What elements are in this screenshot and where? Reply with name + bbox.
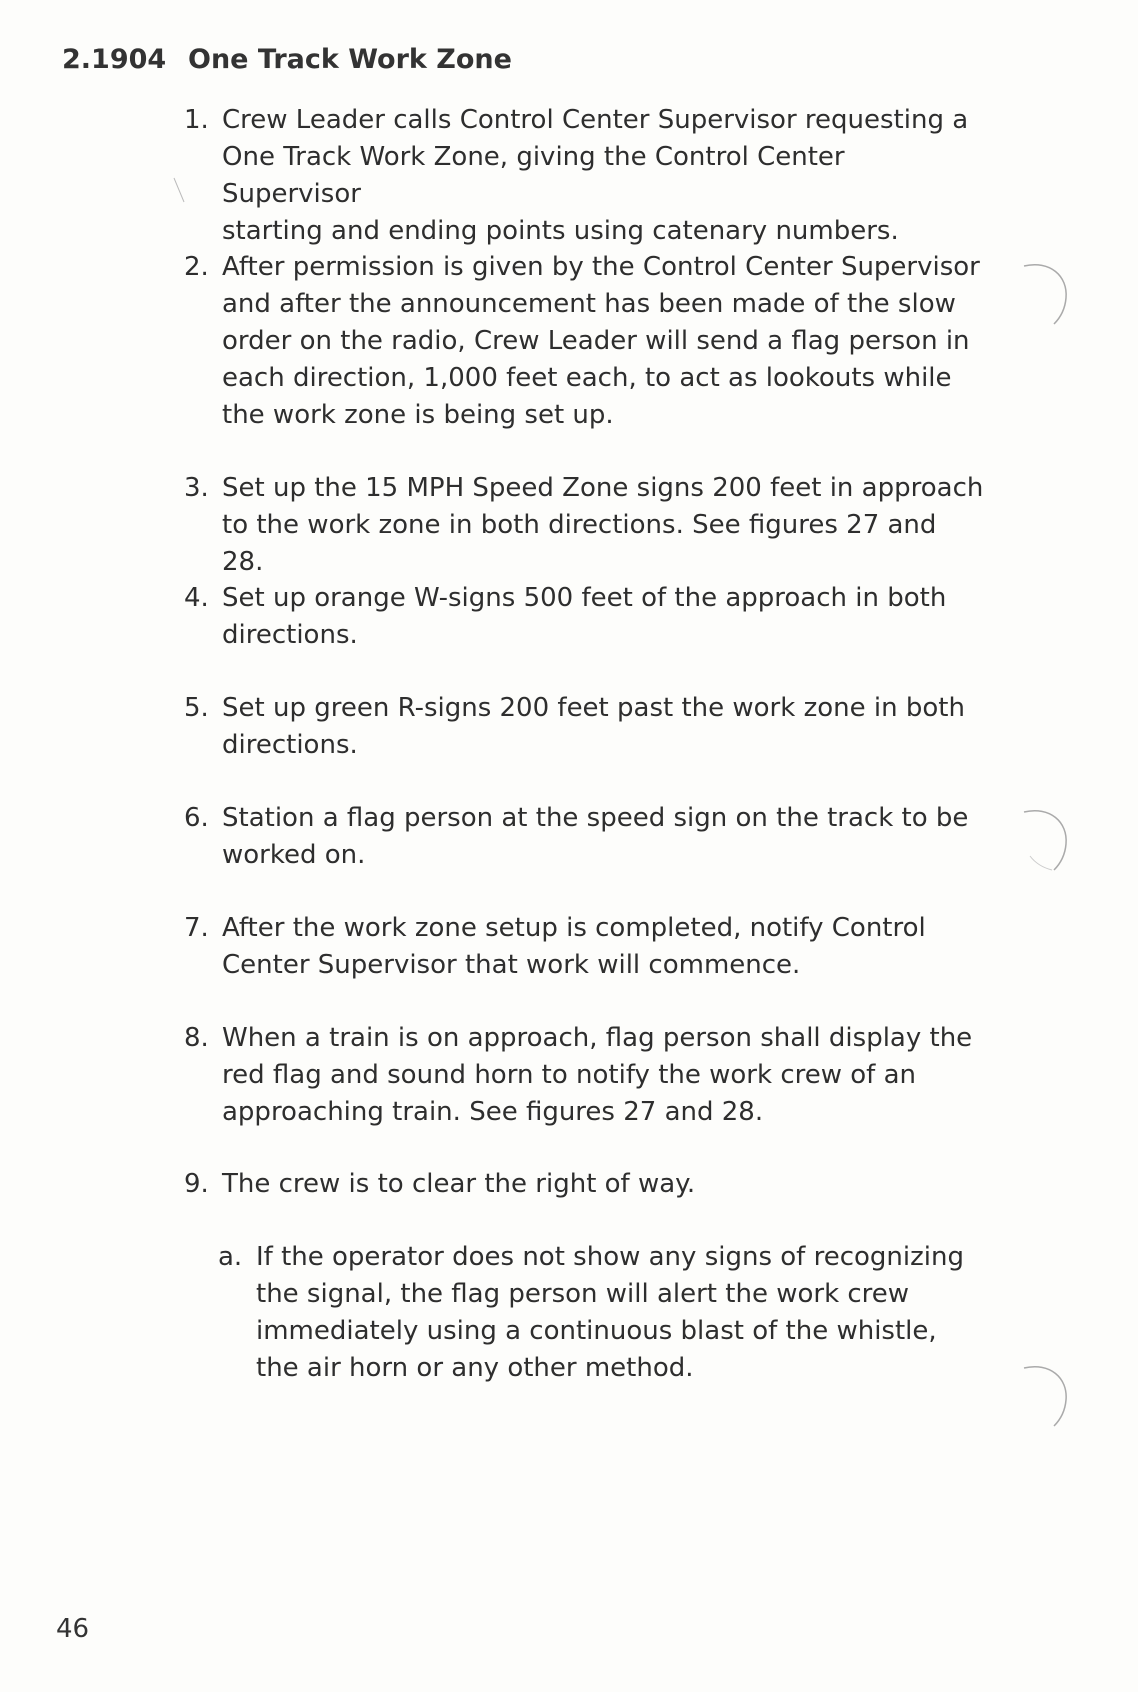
list-item: [184, 910, 984, 984]
section-number: 2.1904: [62, 44, 167, 75]
list-item: [184, 690, 984, 764]
list-item: [184, 470, 984, 581]
page-number: 46: [56, 1614, 90, 1644]
list-item-text: After permission is given by the Control Center Supervisor and after the announcement has been made of the slow order on the radio, Crew Leader will send a flag person in each direction, 1,000 feet each, to act as lookouts while the work zone is being set up.: [222, 252, 980, 430]
list-item-number: 1.: [184, 105, 209, 135]
list-item: [184, 102, 984, 250]
section-title: One Track Work Zone: [188, 44, 512, 75]
list-item-text: Set up green R-signs 200 feet past the work zone in both directions.: [222, 693, 965, 760]
list-item-text: Station a flag person at the speed sign on the track to be worked on.: [222, 803, 969, 870]
list-item: [184, 1166, 984, 1203]
list-item-number: 6.: [184, 803, 209, 833]
list-item-text: Crew Leader calls Control Center Supervisor requesting a One Track Work Zone, giving the Control Center Supervisor starting and ending points using catenary numbers.: [222, 105, 969, 246]
list-item: [184, 580, 984, 654]
binder-hole-mark: [1020, 804, 1080, 884]
list-item-number: 3.: [184, 473, 209, 503]
list-item: [184, 800, 984, 874]
list-item-number: 7.: [184, 913, 209, 943]
list-item-text: When a train is on approach, flag person shall display the red flag and sound horn to notify the work crew of an approaching train. See figures 27 and 28.: [222, 1023, 973, 1127]
list-item-text: Set up orange W-signs 500 feet of the approach in both directions.: [222, 583, 947, 650]
list-item-number: 5.: [184, 693, 209, 723]
binder-hole-mark: [1020, 1360, 1080, 1440]
sub-list-item: [218, 1239, 978, 1387]
binder-hole-mark: [1020, 258, 1080, 338]
list-item-number: 8.: [184, 1023, 209, 1053]
section-header: [62, 44, 512, 84]
list-item: [184, 1020, 984, 1131]
list-item-number: 4.: [184, 583, 209, 613]
sub-list-item-letter: a.: [218, 1242, 243, 1272]
list-item-text: After the work zone setup is completed, notify Control Center Supervisor that work will commence.: [222, 913, 926, 980]
list-item-number: 9.: [184, 1169, 209, 1199]
list-item-text: The crew is to clear the right of way.: [222, 1169, 696, 1199]
sub-list-item-text: If the operator does not show any signs of recognizing the signal, the flag person will alert the work crew immediately using a continuous blast of the whistle, the air horn or any other method.: [256, 1242, 964, 1383]
list-item: [184, 249, 984, 434]
list-item-number: 2.: [184, 252, 209, 282]
list-item-text: Set up the 15 MPH Speed Zone signs 200 feet in approach to the work zone in both directions. See figures 27 and 28.: [222, 473, 984, 577]
stray-mark: [170, 176, 190, 206]
